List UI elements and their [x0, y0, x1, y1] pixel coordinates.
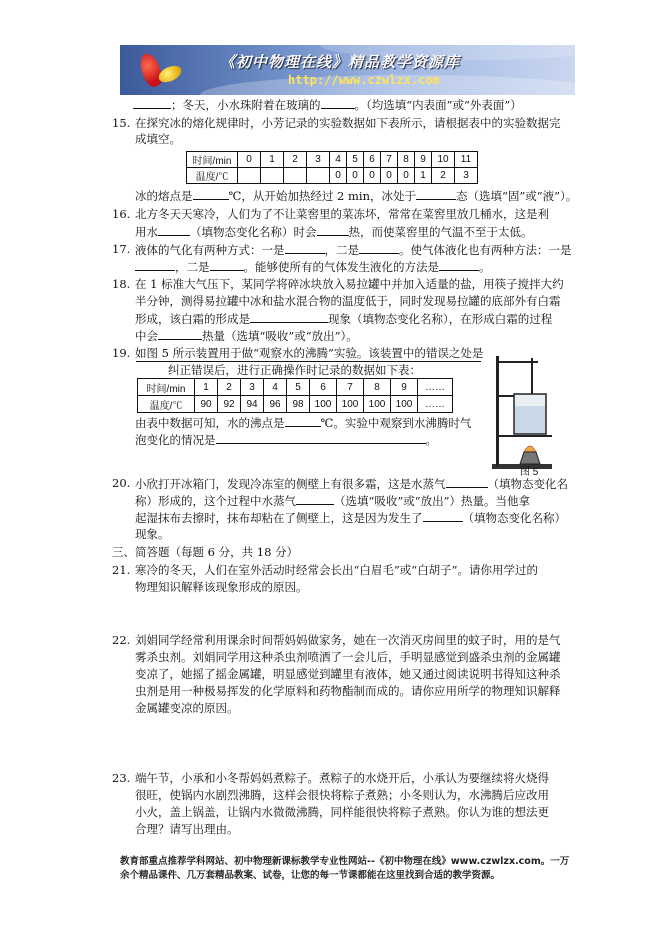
- text-line: ，二是 。能够使所有的气体发生液化的方法是 。: [135, 258, 491, 276]
- section-heading: 三、简答题（每题 6 分，共 18 分）: [112, 545, 299, 559]
- table-cell: 3: [307, 152, 330, 168]
- table-cell: 0: [398, 168, 415, 184]
- answer-blank[interactable]: [439, 258, 479, 271]
- answer-blank[interactable]: [296, 492, 334, 505]
- table-cell: 温度/℃: [138, 396, 195, 413]
- table-row: [138, 379, 453, 396]
- table-cell: 6: [310, 379, 337, 396]
- figure-label: 图 5: [520, 467, 539, 478]
- table-cell: 5: [347, 152, 364, 168]
- answer-blank[interactable]: [285, 241, 325, 254]
- text-line: 如图 5 所示装置用于做“观察水的沸腾”实验。该装置中的错误之处是: [135, 346, 484, 360]
- text-line: 小火，盖上锅盖，让锅内水微微沸腾，同样能很快将粽子煮熟。你认为谁的想法更: [135, 805, 549, 819]
- answer-blank[interactable]: [133, 96, 171, 109]
- table-row: [138, 396, 453, 413]
- text-line: 很旺，使锅内水剧烈沸腾，这样会很快将粽子煮熟；小冬则认为，水沸腾后应改用: [135, 788, 549, 802]
- text-line: 液体的气化有两种方式：一是 ，二是 。使气体液化也有两种方法：一是: [135, 243, 572, 257]
- table-water-boiling: [137, 378, 453, 413]
- answer-blank[interactable]: [423, 509, 463, 522]
- table-cell: 100: [310, 396, 337, 413]
- table-cell: 3: [455, 168, 478, 184]
- table-cell: 100: [337, 396, 364, 413]
- table-cell: 4: [330, 152, 347, 168]
- text-line: 用水 （填物态变化名称）时会 热，而使菜窖里的气温不至于太低。: [135, 225, 533, 239]
- table-cell: 5: [287, 379, 310, 396]
- beaker-water: [515, 406, 545, 433]
- banner-url: http://www.czwlzx.com: [288, 73, 440, 87]
- question-number: 19.: [112, 346, 131, 360]
- table-cell: 0: [330, 168, 347, 184]
- text-line: 冰的熔点是 ℃，从开始加热经过 2 min，冰处于 态（选填“固”或“液”）。: [135, 189, 578, 203]
- answer-blank[interactable]: [158, 327, 202, 340]
- text-line: 现象。: [135, 527, 170, 541]
- table-cell: 100: [364, 396, 391, 413]
- table-cell: 98: [287, 396, 310, 413]
- table-cell: 7: [381, 152, 398, 168]
- table-cell: 9: [415, 152, 432, 168]
- answer-blank[interactable]: [416, 187, 456, 200]
- table-cell: ……: [418, 396, 453, 413]
- text-line: 形成，该白霜的形成是 现象（填物态变化名称），在形成白霜的过程: [135, 312, 553, 326]
- text-line: 寒冷的冬天，人们在室外活动时经常会长出“白眉毛”或“白胡子”。请你用学过的: [135, 563, 539, 577]
- text-line: 成填空。: [135, 132, 181, 146]
- text-line: 北方冬天天寒冷，人们为了不让菜窖里的菜冻坏，常常在菜窖里放几桶水，这是利: [135, 207, 549, 221]
- table-cell: 4: [264, 379, 287, 396]
- table-cell: 96: [264, 396, 287, 413]
- table-cell[interactable]: [307, 168, 330, 184]
- question-number: 18.: [112, 277, 131, 291]
- text-line: 变凉了，她摇了摇金属罐，明显感觉到罐里有液体，她又通过阅读说明书得知这种杀: [135, 667, 561, 681]
- flame: [524, 446, 536, 452]
- table-cell: 9: [391, 379, 418, 396]
- answer-blank[interactable]: [285, 414, 321, 427]
- text-line: 在 1 标准大气压下，某同学将碎冰块放入易拉罐中并加入适量的盐，用筷子搅拌大约: [135, 277, 564, 291]
- answer-blank[interactable]: [158, 223, 190, 236]
- table-cell: 0: [381, 168, 398, 184]
- answer-blank[interactable]: [216, 431, 426, 444]
- text-line: 在探究冰的熔化规律时，小芳记录的实验数据如下表所示，请根据表中的实验数据完: [135, 116, 561, 130]
- question-number: 23.: [112, 771, 131, 785]
- table-cell: 10: [432, 152, 455, 168]
- table-cell[interactable]: [261, 168, 284, 184]
- table-cell: ……: [418, 379, 453, 396]
- text-line: 虫剂是用一种极易挥发的化学原料和药物酯制而成的。请你应用所学的物理知识解释: [135, 684, 561, 698]
- answer-blank[interactable]: [446, 475, 488, 488]
- question-number: 20.: [112, 476, 131, 490]
- table-cell: 94: [241, 396, 264, 413]
- text-line: 小欣打开冰箱门，发现冷冻室的侧壁上有很多霜，这是水蒸气 （填物态变化名: [135, 477, 568, 491]
- question-number: 15.: [112, 116, 131, 130]
- text-line: ；冬天，小水珠附着在玻璃的 。（均选填“内表面”或“外表面”）: [133, 96, 522, 114]
- table-cell: 8: [398, 152, 415, 168]
- text-line: 泡变化的情况是 。: [135, 433, 437, 447]
- table-cell: 100: [391, 396, 418, 413]
- text-line: 中会 热量（选填“吸收”或“放出”）。: [135, 329, 358, 343]
- table-cell: 时间/min: [138, 379, 195, 396]
- table-cell: 0: [347, 168, 364, 184]
- question-number: 16.: [112, 207, 131, 221]
- text-line: 合理？请写出理由。: [135, 822, 239, 836]
- answer-blank[interactable]: [321, 96, 355, 109]
- answer-blank[interactable]: [210, 258, 244, 271]
- text-line: 起湿抹布去擦时，抹布却粘在了侧壁上，这是因为发生了 （填物态变化名称）: [135, 511, 566, 525]
- table-row: [187, 152, 478, 168]
- table-cell: 3: [241, 379, 264, 396]
- page-footer: [120, 855, 580, 883]
- text-line: 半分钟，测得易拉罐中冰和盐水混合物的温度低于，同时发现易拉罐的底部外有白霜: [135, 294, 561, 308]
- table-cell: 1: [195, 379, 218, 396]
- text-line: 称）形成的，这个过程中水蒸气 （选填“吸收”或“放出”）热量。当他拿: [135, 494, 531, 508]
- table-cell: 2: [284, 152, 307, 168]
- answer-blank[interactable]: [359, 241, 399, 254]
- table-cell: 2: [432, 168, 455, 184]
- text-line: 纠正错误后，进行正确操作时记录的数据如下表：: [168, 363, 421, 377]
- table-cell: 0: [238, 152, 261, 168]
- stand-rod: [496, 356, 499, 466]
- table-ice-melting: [186, 151, 478, 184]
- table-cell: 6: [364, 152, 381, 168]
- footer-line: 余个精品课件、几万套精品教案、试卷，让您的每一节课都能在这里找到合适的教学资源。: [120, 870, 501, 881]
- table-cell: 1: [415, 168, 432, 184]
- boiling-apparatus-figure: [488, 352, 558, 472]
- banner-title: 《初中物理在线》精品教学资源库: [220, 53, 461, 71]
- table-cell: 2: [218, 379, 241, 396]
- table-cell: 7: [337, 379, 364, 396]
- table-cell: 11: [455, 152, 478, 168]
- text-line: 端午节，小承和小冬帮妈妈煮粽子。煮粽子的水烧开后，小承认为要继续将火烧得: [135, 771, 549, 785]
- table-cell: 92: [218, 396, 241, 413]
- answer-blank[interactable]: [250, 310, 328, 323]
- question-number: 17.: [112, 242, 131, 256]
- text-line: 金属罐变凉的原因。: [135, 701, 239, 715]
- table-row: [187, 168, 478, 184]
- header-banner: [120, 45, 575, 95]
- text-line: 由表中数据可知，水的沸点是 ℃。实验中观察到水沸腾时气: [135, 416, 472, 430]
- table-cell: 温度/℃: [187, 168, 238, 184]
- answer-blank[interactable]: [317, 223, 349, 236]
- table-cell: 1: [261, 152, 284, 168]
- table-cell: 0: [364, 168, 381, 184]
- table-cell: 时间/min: [187, 152, 238, 168]
- table-cell: 90: [195, 396, 218, 413]
- answer-blank[interactable]: [193, 187, 229, 200]
- answer-blank[interactable]: [135, 258, 175, 271]
- question-number: 22.: [112, 633, 131, 647]
- table-cell[interactable]: [284, 168, 307, 184]
- text-line: 刘娟同学经常利用课余时间帮妈妈做家务，她在一次消灭房间里的蚊子时，用的是气: [135, 633, 561, 647]
- table-cell: 8: [364, 379, 391, 396]
- text-line: 物理知识解释该现象形成的原因。: [135, 580, 308, 594]
- question-number: 21.: [112, 563, 131, 577]
- text-line: 雾杀虫剂。刘娟同学用这种杀虫剂喷洒了一会儿后，手明显感觉到盛杀虫剂的金属罐: [135, 650, 561, 664]
- footer-line: 教育部重点推荐学科网站、初中物理新课标教学专业性网站--《初中物理在线》www.czwlzx.com。一万: [120, 856, 570, 867]
- table-cell[interactable]: [238, 168, 261, 184]
